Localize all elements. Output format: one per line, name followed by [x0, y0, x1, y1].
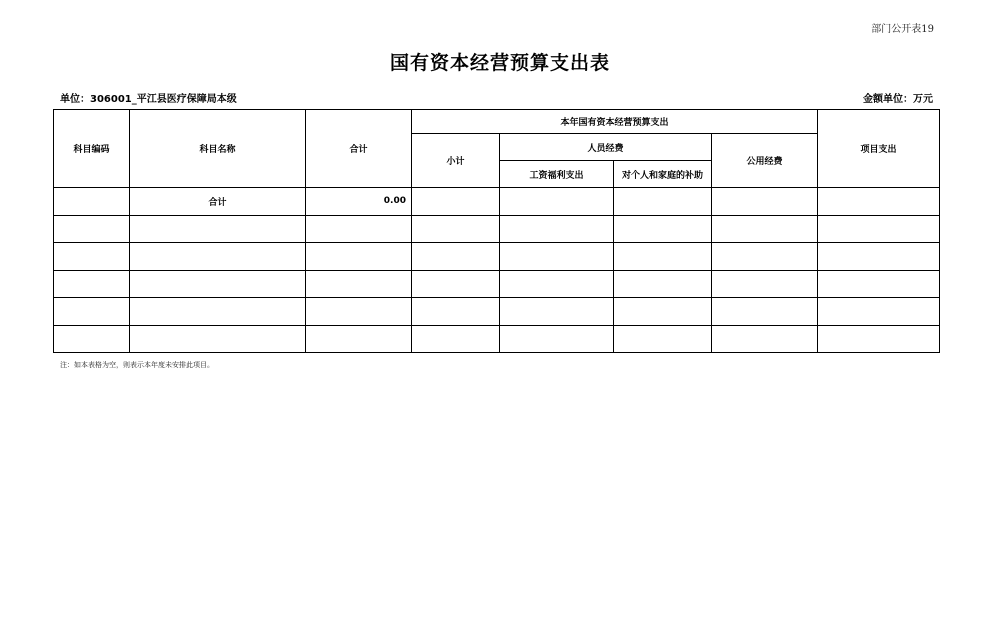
header-wages: 工资福利支出 — [500, 161, 614, 188]
cell-name — [130, 215, 306, 243]
cell-total: 0.00 — [306, 188, 412, 216]
cell-wages — [500, 215, 614, 243]
cell-code — [54, 215, 130, 243]
form-number: 部门公开表19 — [871, 24, 934, 35]
cell-name — [130, 325, 306, 353]
header-name: 科目名称 — [130, 110, 306, 188]
cell-code — [54, 270, 130, 298]
cell-total — [306, 325, 412, 353]
cell-project — [818, 325, 940, 353]
table-row — [54, 188, 940, 216]
cell-subtotal — [412, 188, 500, 216]
footnote: 注：如本表格为空，则表示本年度未安排此项目。 — [60, 361, 214, 369]
cell-public — [712, 188, 818, 216]
cell-total — [306, 270, 412, 298]
header-personnel: 人员经费 — [500, 134, 712, 161]
cell-name — [130, 270, 306, 298]
cell-code — [54, 298, 130, 326]
cell-code — [54, 325, 130, 353]
cell-wages — [500, 188, 614, 216]
amount-unit-label: 金额单位：万元 — [863, 94, 933, 105]
table-row — [54, 215, 940, 243]
cell-subtotal — [412, 270, 500, 298]
cell-subsidy — [614, 298, 712, 326]
cell-total — [306, 298, 412, 326]
header-public: 公用经费 — [712, 134, 818, 188]
cell-code — [54, 188, 130, 216]
cell-subtotal — [412, 215, 500, 243]
cell-subsidy — [614, 243, 712, 271]
table-row — [54, 298, 940, 326]
header-subtotal: 小计 — [412, 134, 500, 188]
cell-wages — [500, 325, 614, 353]
cell-project — [818, 298, 940, 326]
cell-public — [712, 325, 818, 353]
cell-subtotal — [412, 325, 500, 353]
header-code: 科目编码 — [54, 110, 130, 188]
budget-table — [53, 109, 940, 353]
cell-name: 合计 — [130, 188, 306, 216]
page-title: 国有资本经营预算支出表 — [389, 52, 610, 74]
cell-subtotal — [412, 243, 500, 271]
unit-label: 单位：306001_平江县医疗保障局本级 — [60, 94, 237, 105]
cell-subsidy — [614, 188, 712, 216]
cell-project — [818, 270, 940, 298]
cell-code — [54, 243, 130, 271]
header-year-group: 本年国有资本经营预算支出 — [412, 110, 818, 134]
cell-wages — [500, 270, 614, 298]
cell-subsidy — [614, 325, 712, 353]
cell-name — [130, 298, 306, 326]
cell-wages — [500, 298, 614, 326]
table-row — [54, 325, 940, 353]
cell-total — [306, 215, 412, 243]
cell-subsidy — [614, 215, 712, 243]
header-subsidy: 对个人和家庭的补助 — [614, 161, 712, 188]
table-row — [54, 270, 940, 298]
cell-project — [818, 243, 940, 271]
cell-wages — [500, 243, 614, 271]
cell-total — [306, 243, 412, 271]
cell-project — [818, 215, 940, 243]
cell-public — [712, 270, 818, 298]
table-row — [54, 243, 940, 271]
cell-public — [712, 298, 818, 326]
header-row-1 — [54, 110, 940, 134]
cell-subsidy — [614, 270, 712, 298]
cell-public — [712, 243, 818, 271]
header-project: 项目支出 — [818, 110, 940, 188]
cell-public — [712, 215, 818, 243]
cell-subtotal — [412, 298, 500, 326]
cell-project — [818, 188, 940, 216]
header-total: 合计 — [306, 110, 412, 188]
cell-name — [130, 243, 306, 271]
